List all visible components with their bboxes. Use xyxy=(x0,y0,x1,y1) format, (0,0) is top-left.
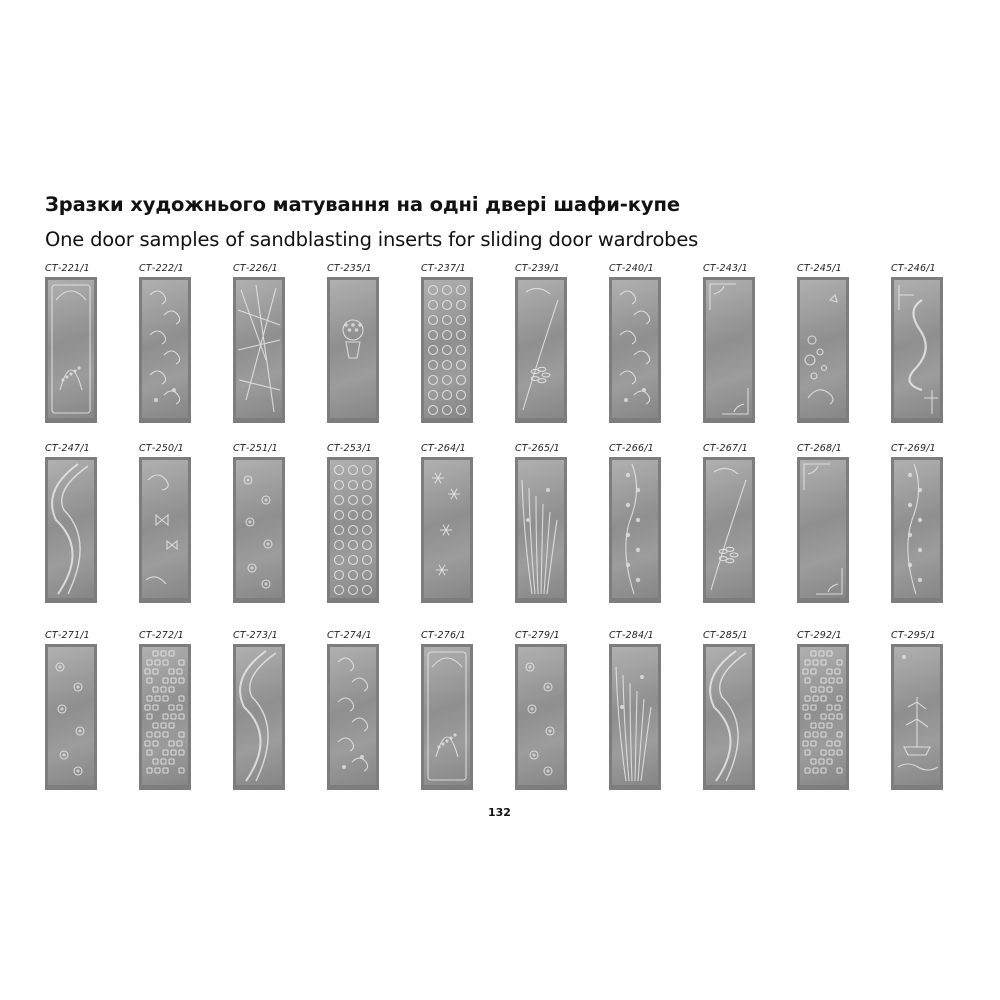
door-sample xyxy=(327,263,387,425)
door-panel-image xyxy=(327,644,379,790)
door-panel-image xyxy=(45,457,97,603)
door-panel-image xyxy=(139,457,191,603)
door-sample-code: СТ-285/1 xyxy=(703,630,748,641)
door-sample xyxy=(515,443,575,605)
page-title-ukrainian: Зразки художнього матування на одні двері шафи-купе xyxy=(45,193,681,216)
door-sample-code: СТ-265/1 xyxy=(515,443,560,454)
door-sample-code: СТ-295/1 xyxy=(891,630,936,641)
door-sample xyxy=(233,443,293,605)
door-sample-code: СТ-269/1 xyxy=(891,443,936,454)
door-sample-code: СТ-271/1 xyxy=(45,630,90,641)
door-sample-code: СТ-243/1 xyxy=(703,263,748,274)
door-sample xyxy=(45,263,105,425)
door-sample xyxy=(233,630,293,792)
door-panel-image xyxy=(45,277,97,423)
door-sample xyxy=(797,263,857,425)
door-sample-code: СТ-240/1 xyxy=(609,263,654,274)
door-sample xyxy=(45,630,105,792)
door-sample xyxy=(515,630,575,792)
page-number: 132 xyxy=(488,806,511,819)
door-sample-code: СТ-267/1 xyxy=(703,443,748,454)
door-panel-image xyxy=(891,644,943,790)
door-sample xyxy=(609,443,669,605)
door-sample-code: СТ-251/1 xyxy=(233,443,278,454)
door-sample xyxy=(139,263,199,425)
door-sample xyxy=(609,630,669,792)
door-sample xyxy=(515,263,575,425)
door-panel-image xyxy=(421,644,473,790)
door-sample-code: СТ-274/1 xyxy=(327,630,372,641)
door-sample xyxy=(703,263,763,425)
door-panel-image xyxy=(891,277,943,423)
door-panel-image xyxy=(327,277,379,423)
door-panel-image xyxy=(797,644,849,790)
door-sample-code: СТ-235/1 xyxy=(327,263,372,274)
door-sample-code: СТ-247/1 xyxy=(45,443,90,454)
door-sample-code: СТ-273/1 xyxy=(233,630,278,641)
door-panel-image xyxy=(797,457,849,603)
door-sample xyxy=(139,443,199,605)
door-panel-image xyxy=(233,457,285,603)
door-sample-code: СТ-250/1 xyxy=(139,443,184,454)
door-sample xyxy=(703,630,763,792)
door-panel-image xyxy=(233,644,285,790)
door-sample-code: СТ-226/1 xyxy=(233,263,278,274)
door-sample xyxy=(327,630,387,792)
door-sample-code: СТ-221/1 xyxy=(45,263,90,274)
door-panel-image xyxy=(609,277,661,423)
door-sample-code: СТ-237/1 xyxy=(421,263,466,274)
door-sample-code: СТ-246/1 xyxy=(891,263,936,274)
door-sample-code: СТ-268/1 xyxy=(797,443,842,454)
door-panel-image xyxy=(515,644,567,790)
door-panel-image xyxy=(327,457,379,603)
door-sample xyxy=(703,443,763,605)
door-sample-code: СТ-239/1 xyxy=(515,263,560,274)
door-sample-code: СТ-222/1 xyxy=(139,263,184,274)
door-panel-image xyxy=(421,277,473,423)
door-sample xyxy=(797,630,857,792)
door-panel-image xyxy=(515,277,567,423)
door-sample xyxy=(891,263,951,425)
door-sample-code: СТ-272/1 xyxy=(139,630,184,641)
door-sample xyxy=(421,443,481,605)
door-sample-code: СТ-284/1 xyxy=(609,630,654,641)
door-sample xyxy=(327,443,387,605)
door-sample-code: СТ-266/1 xyxy=(609,443,654,454)
door-panel-image xyxy=(45,644,97,790)
door-panel-image xyxy=(609,457,661,603)
door-panel-image xyxy=(797,277,849,423)
door-sample xyxy=(609,263,669,425)
door-sample-code: СТ-276/1 xyxy=(421,630,466,641)
door-sample-code: СТ-264/1 xyxy=(421,443,466,454)
door-sample xyxy=(45,443,105,605)
door-sample-code: СТ-279/1 xyxy=(515,630,560,641)
page-title-english: One door samples of sandblasting inserts for sliding door wardrobes xyxy=(45,228,699,251)
door-panel-image xyxy=(703,277,755,423)
door-panel-image xyxy=(421,457,473,603)
door-sample xyxy=(421,263,481,425)
door-panel-image xyxy=(139,644,191,790)
door-sample-code: СТ-253/1 xyxy=(327,443,372,454)
door-sample xyxy=(891,630,951,792)
door-sample xyxy=(139,630,199,792)
door-panel-image xyxy=(139,277,191,423)
door-panel-image xyxy=(515,457,567,603)
door-panel-image xyxy=(233,277,285,423)
door-sample xyxy=(233,263,293,425)
door-sample-code: СТ-292/1 xyxy=(797,630,842,641)
door-sample xyxy=(421,630,481,792)
door-panel-image xyxy=(891,457,943,603)
door-sample xyxy=(797,443,857,605)
door-sample-code: СТ-245/1 xyxy=(797,263,842,274)
door-panel-image xyxy=(703,644,755,790)
door-sample xyxy=(891,443,951,605)
door-panel-image xyxy=(609,644,661,790)
door-panel-image xyxy=(703,457,755,603)
